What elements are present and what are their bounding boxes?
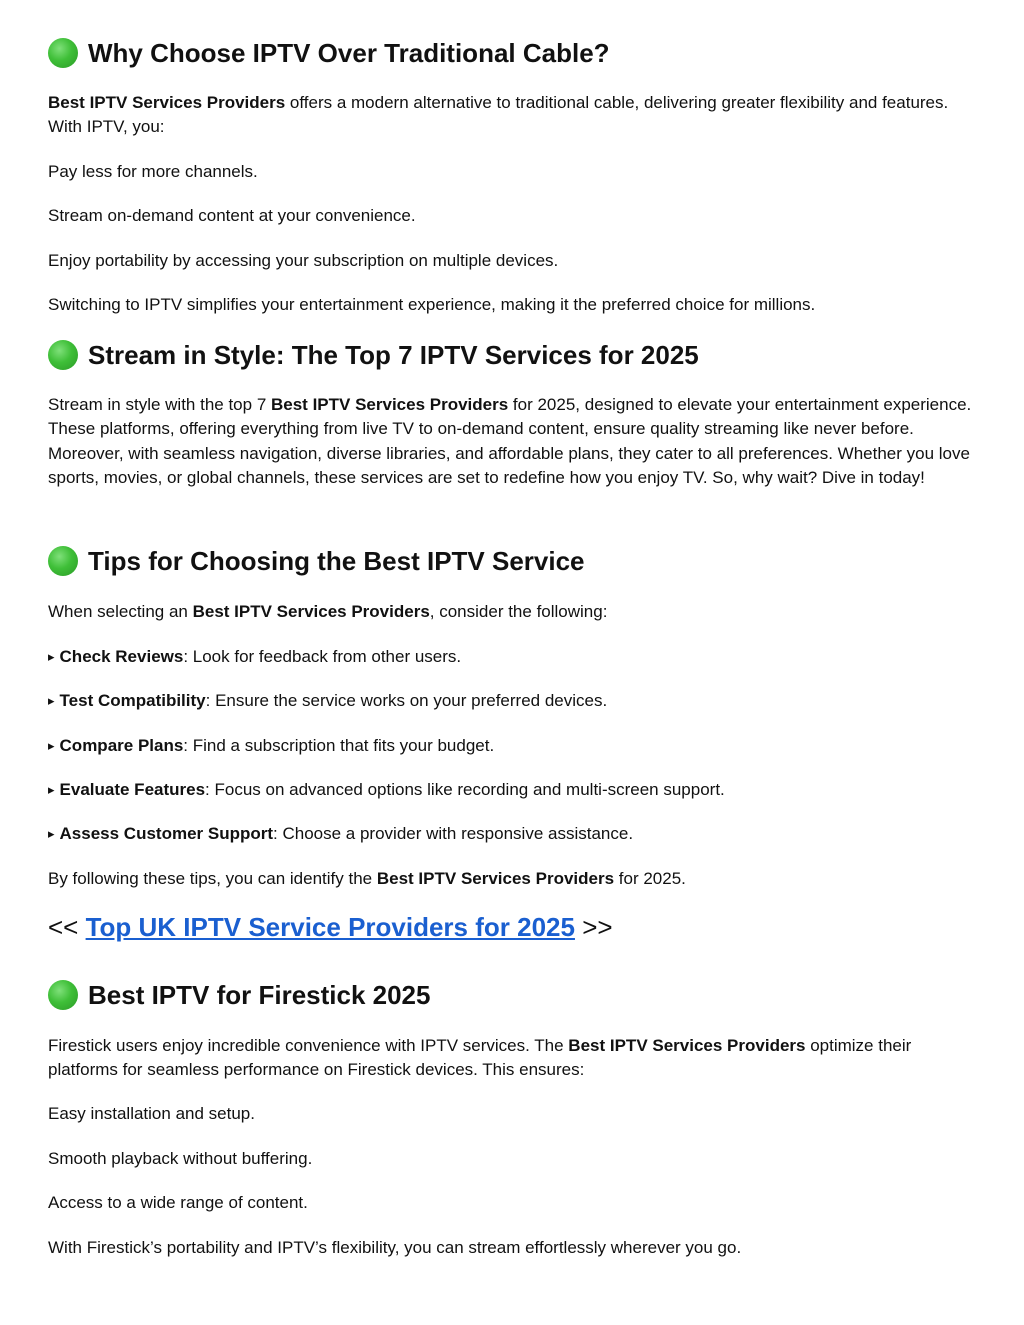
- triangle-bullet-icon: ▸: [48, 649, 55, 664]
- section-heading-why-iptv: Why Choose IPTV Over Traditional Cable?: [48, 37, 610, 69]
- section-heading-tips: Tips for Choosing the Best IPTV Service: [48, 545, 585, 577]
- triangle-bullet-icon: ▸: [48, 693, 55, 708]
- tip-item: ▸ Check Reviews: Look for feedback from other users.: [48, 647, 462, 666]
- list-item: Easy installation and setup.: [48, 1104, 255, 1123]
- list-item: Pay less for more channels.: [48, 162, 258, 181]
- triangle-bullet-icon: ▸: [48, 782, 55, 797]
- triangle-bullet-icon: ▸: [48, 826, 55, 841]
- promo-link-line: << Top UK IPTV Service Providers for 2025 >>: [48, 912, 613, 942]
- green-circle-icon: [48, 38, 78, 68]
- paragraph: When selecting an Best IPTV Services Providers, consider the following:: [48, 602, 608, 621]
- list-item: Stream on-demand content at your convenience.: [48, 206, 416, 225]
- tip-item: ▸ Test Compatibility: Ensure the service works on your preferred devices.: [48, 691, 608, 710]
- section-heading-stream-in-style: Stream in Style: The Top 7 IPTV Services for 2025: [48, 339, 699, 371]
- green-circle-icon: [48, 980, 78, 1010]
- paragraph: By following these tips, you can identify the Best IPTV Services Providers for 2025.: [48, 869, 686, 888]
- list-item: Enjoy portability by accessing your subscription on multiple devices.: [48, 251, 559, 270]
- tip-item: ▸ Evaluate Features: Focus on advanced options like recording and multi-screen support.: [48, 780, 725, 799]
- top-uk-iptv-link[interactable]: Top UK IPTV Service Providers for 2025: [85, 912, 575, 942]
- section-heading-firestick: Best IPTV for Firestick 2025: [48, 979, 430, 1011]
- paragraph: Firestick users enjoy incredible convenience with IPTV services. The Best IPTV Services Providers optimize their platforms for seamless performance on Firestick devices. This ensures:: [48, 1036, 912, 1080]
- list-item: Access to a wide range of content.: [48, 1193, 308, 1212]
- tip-item: ▸ Assess Customer Support: Choose a provider with responsive assistance.: [48, 824, 634, 843]
- paragraph: Best IPTV Services Providers offers a modern alternative to traditional cable, delivering greater flexibility and features. With IPTV, you:: [48, 93, 949, 137]
- paragraph: Switching to IPTV simplifies your entertainment experience, making it the preferred choice for millions.: [48, 295, 816, 314]
- paragraph: Stream in style with the top 7 Best IPTV Services Providers for 2025, designed to elevate your entertainment experience. These platforms, offering everything from live TV to on-demand content, ensure quality streaming like never before. Moreover, with seamless navigation, diverse libraries, and affordable plans, they cater to all preferences. Whether you love sports, movies, or global channels, these services are set to redefine how you enjoy TV. So, why wait? Dive in today!: [48, 395, 972, 488]
- green-circle-icon: [48, 546, 78, 576]
- triangle-bullet-icon: ▸: [48, 738, 55, 753]
- paragraph: With Firestick’s portability and IPTV’s flexibility, you can stream effortlessly wherever you go.: [48, 1238, 742, 1257]
- green-circle-icon: [48, 340, 78, 370]
- list-item: Smooth playback without buffering.: [48, 1149, 313, 1168]
- tip-item: ▸ Compare Plans: Find a subscription that fits your budget.: [48, 736, 495, 755]
